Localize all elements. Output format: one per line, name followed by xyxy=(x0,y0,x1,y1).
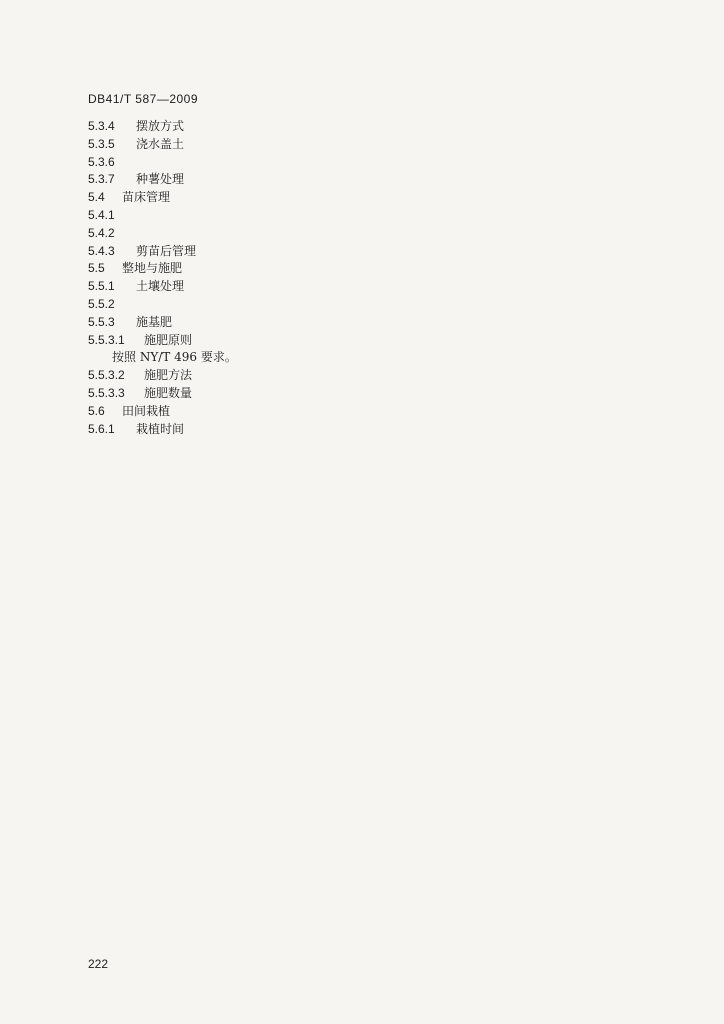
section-number: 5.5.3.1 xyxy=(88,332,125,347)
section-title: 施肥数量 xyxy=(144,385,193,400)
section-number: 5.4.2 xyxy=(88,225,115,240)
section-title: 田间栽植 xyxy=(122,403,171,418)
section-title: 栽植时间 xyxy=(136,421,185,436)
section-number: 5.5 xyxy=(88,261,105,276)
section-heading xyxy=(88,314,660,332)
section-title: 浇水盖土 xyxy=(136,136,185,151)
section-heading xyxy=(88,225,660,243)
section-title: 剪苗后管理 xyxy=(136,243,197,258)
section-title: 整地与施肥 xyxy=(122,261,183,276)
section-heading xyxy=(88,403,660,421)
section-heading xyxy=(88,243,660,261)
section-number: 5.3.6 xyxy=(88,154,115,169)
section-number: 5.3.4 xyxy=(88,119,115,133)
section-number: 5.5.3 xyxy=(88,314,115,329)
section-title: 苗床管理 xyxy=(122,190,171,205)
section-heading xyxy=(88,189,660,207)
section-heading xyxy=(88,136,660,154)
section-title: 施基肥 xyxy=(136,314,173,329)
section-heading xyxy=(88,296,660,314)
section-heading xyxy=(88,385,660,403)
section-heading xyxy=(88,367,660,385)
section-number: 5.4.3 xyxy=(88,243,115,258)
section-number: 5.5.1 xyxy=(88,279,115,294)
document-body xyxy=(88,118,660,438)
section-title: 施肥原则 xyxy=(144,332,193,347)
section-number: 5.4.1 xyxy=(88,207,115,222)
section-heading xyxy=(88,421,660,439)
section-title: 土壤处理 xyxy=(136,279,185,294)
section-heading xyxy=(88,118,660,136)
section-number: 5.6.1 xyxy=(88,421,115,436)
document-code: DB41/T 587—2009 xyxy=(88,92,199,106)
section-heading xyxy=(88,171,660,189)
section-number: 5.6 xyxy=(88,403,105,418)
section-title: 摆放方式 xyxy=(136,119,185,133)
section-heading xyxy=(88,154,660,172)
section-heading xyxy=(88,278,660,296)
section-heading xyxy=(88,207,660,225)
section-title: 种薯处理 xyxy=(136,172,185,187)
section-number: 5.4 xyxy=(88,190,105,205)
section-heading xyxy=(88,332,660,350)
section-number: 5.5.2 xyxy=(88,296,115,311)
watermark xyxy=(210,600,600,844)
section-number: 5.3.7 xyxy=(88,172,115,187)
section-number: 5.5.3.3 xyxy=(88,385,125,400)
page-number: 222 xyxy=(88,957,109,971)
body-paragraph: 按照 NY/T 496 要求。 xyxy=(112,350,237,365)
section-heading xyxy=(88,260,660,278)
section-number: 5.5.3.2 xyxy=(88,368,125,383)
section-number: 5.3.5 xyxy=(88,136,115,151)
section-title: 施肥方法 xyxy=(144,368,193,383)
